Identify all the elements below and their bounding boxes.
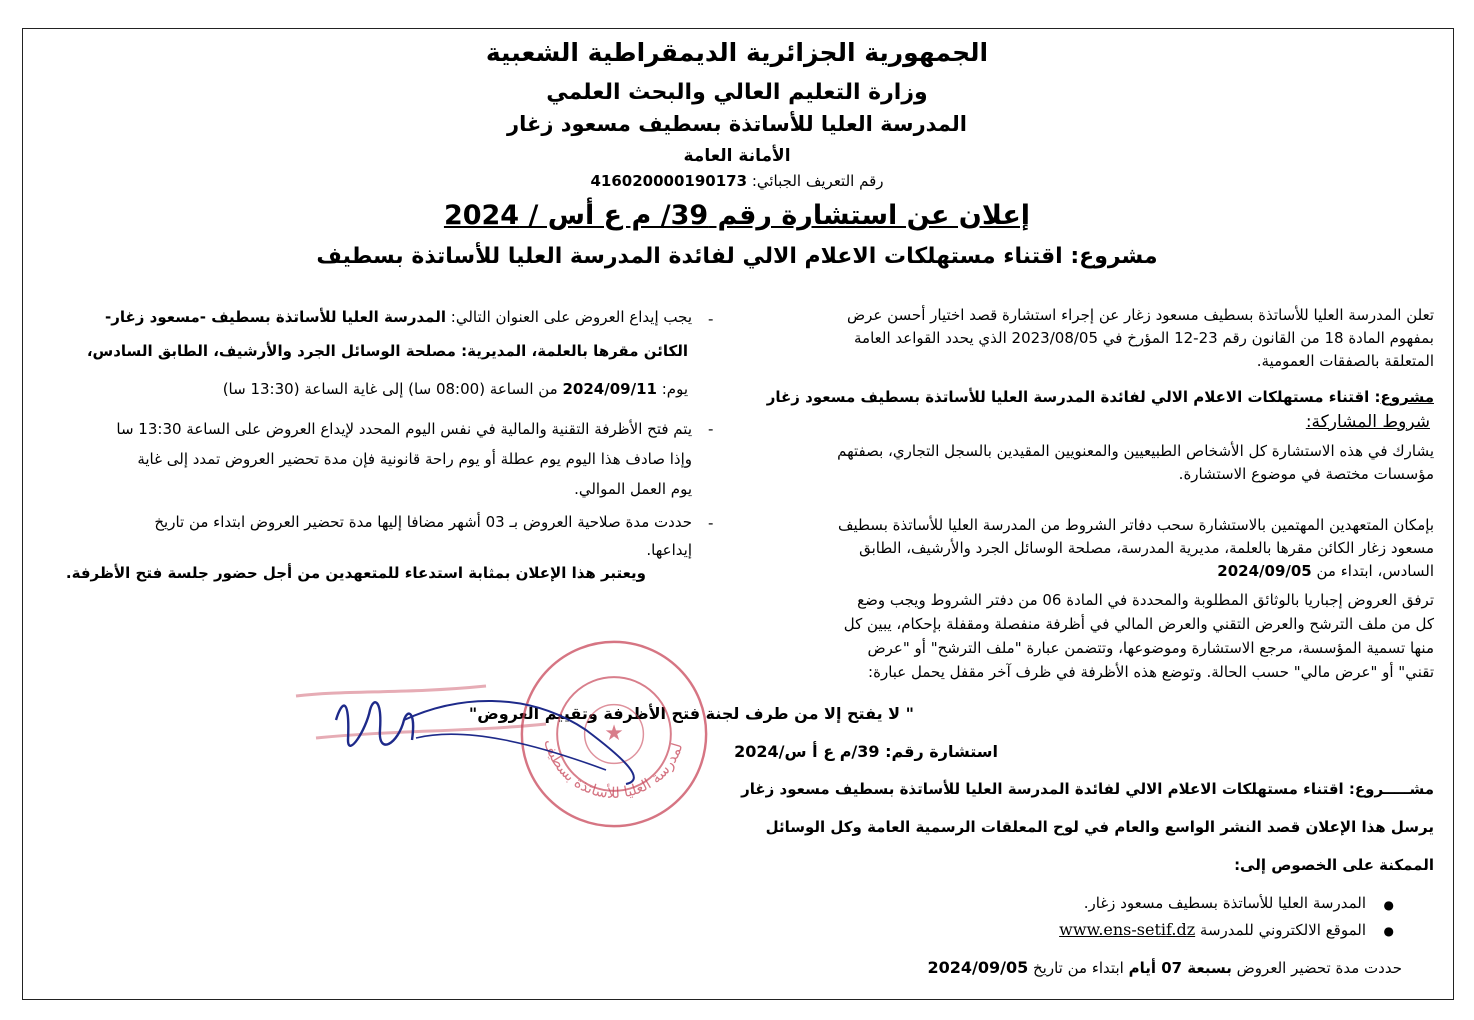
tax-id-label: رقم التعريف الجبائي: — [751, 172, 884, 190]
tax-id — [0, 172, 1474, 190]
project-repeat: مشـــــروع: اقتناء مستهلكات الاعلام الالي لفائدة المدرسة العليا للأساتذة بسطيف مسعود زغار — [741, 780, 1434, 798]
validity-line: حددت مدة صلاحية العروض بـ 03 أشهر مضافا إليها مدة تحضير العروض ابتداء من تاريخ — [154, 513, 692, 531]
list-item — [1059, 920, 1366, 939]
header-republic: الجمهورية الجزائرية الديمقراطية الشعبية — [485, 38, 989, 67]
list-item: المدرسة العليا للأساتذة بسطيف مسعود زغار. — [1083, 894, 1366, 912]
opening-line: وإذا صادف هذا اليوم يوم عطلة أو يوم راحة قانونية فإن مدة تحضير العروض تمدد إلى غاية — [137, 450, 692, 468]
signature-strokes — [286, 660, 666, 790]
attach-paragraph — [740, 588, 1434, 684]
attach-line: ترفق العروض إجباريا بالوثائق المطلوبة والمحددة في المادة 06 من دفتر الشروط ويجب وضع — [857, 591, 1434, 609]
participation-paragraph — [740, 440, 1434, 486]
intro-line: تعلن المدرسة العليا للأساتذة بسطيف مسعود زغار عن إجراء استشارة قصد اختيار أحسن عرض — [847, 306, 1434, 324]
project-text: : اقتناء مستهلكات الاعلام الالي لفائدة المدرسة العليا للأساتذة بسطيف مسعود زغار — [766, 388, 1381, 406]
withdraw-date: 2024/09/05 — [1217, 562, 1312, 580]
envelope-quote: " لا يفتح إلا من طرف لجنة فتح الأظرفة وتقييم العروض" — [468, 704, 914, 723]
announcement-title: إعلان عن استشارة رقم 39/ م ع أس / 2024 — [443, 200, 1031, 231]
signature — [286, 660, 666, 790]
bullet-icon: ● — [1383, 924, 1394, 938]
attach-line: كل من ملف الترشح والعرض التقني والعرض المالي في أظرفة منفصلة ومقفلة بإحكام، يبين كل — [843, 615, 1434, 633]
website-link[interactable]: www.ens-setif.dz — [1059, 920, 1196, 939]
project-line: مشروع: اقتناء مستهلكات الاعلام الالي لفائدة المدرسة العليا للأساتذة بسطيف — [316, 244, 1158, 269]
withdraw-line: السادس، ابتداء من 2024/09/05 — [1217, 562, 1434, 580]
dash-marker: - — [708, 310, 714, 328]
opening-line: يوم العمل الموالي. — [574, 480, 692, 498]
header-secretariat: الأمانة العامة — [683, 146, 791, 166]
possible-line: الممكنة على الخصوص إلى: — [1234, 856, 1434, 874]
opening-paragraph — [52, 414, 692, 504]
tax-id-value: 416020000190173 — [590, 172, 748, 190]
attach-line: تقني" أو "عرض مالي" حسب الحالة. وتوضع هذه الأظرفة في ظرف آخر مقفل يحمل عبارة: — [868, 663, 1434, 681]
project-ref — [767, 388, 1434, 406]
attach-line: منها تسمية المؤسسة، مرجع الاستشارة وموضوعها، وتتضمن عبارة "ملف الترشح" أو "عرض — [867, 639, 1434, 657]
withdraw-line: مسعود زغار الكائن مقرها بالعلمة، مديرية المدرسة، مصلحة الوسائل الجرد والأرشيف، الطابق — [859, 539, 1434, 557]
intro-paragraph — [740, 304, 1434, 373]
participation-line: يشارك في هذه الاستشارة كل الأشخاص الطبيعيين والمعنويين المقيدين بالسجل التجاري، بصفتهم — [837, 442, 1434, 460]
opening-line: يتم فتح الأظرفة التقنية والمالية في نفس اليوم المحدد لإيداع العروض على الساعة 13:30 سا — [116, 420, 692, 438]
withdraw-line: بإمكان المتعهدين المهتمين بالاستشارة سحب دفاتر الشروط من المدرسة العليا للأساتذة بسطيف — [837, 516, 1434, 534]
website-label: الموقع الالكتروني للمدرسة — [1199, 921, 1366, 939]
dash-marker: - — [708, 514, 714, 532]
stamp-text: لمدرسة العليا للأساتذة بسطيف — [540, 737, 687, 802]
publish-line: يرسل هذا الإعلان قصد النشر الواسع والعام في لوح المعلقات الرسمية العامة وكل الوسائل — [765, 818, 1434, 836]
withdraw-paragraph — [740, 514, 1434, 583]
intro-line: بمفهوم المادة 18 من القانون رقم 23-12 المؤرخ في 2023/08/05 الذي يحدد القواعد العامة — [854, 329, 1434, 347]
header-school: المدرسة العليا للأساتذة بسطيف مسعود زغار — [507, 112, 967, 136]
deposit-day: يوم: 2024/09/11 من الساعة (08:00 سا) إلى غاية الساعة (13:30 سا) — [222, 380, 688, 398]
deposit-item: يجب إيداع العروض على العنوان التالي: المدرسة العليا للأساتذة بسطيف -مسعود زغار- — [105, 308, 692, 326]
project-label: مشروع — [1380, 388, 1434, 406]
participation-line: مؤسسات مختصة في موضوع الاستشارة. — [1178, 465, 1434, 483]
validity-line: إيداعها. — [646, 541, 692, 559]
header-ministry: وزارة التعليم العالي والبحث العلمي — [546, 80, 928, 105]
conditions-heading: شروط المشاركة: — [1305, 412, 1430, 432]
validity-paragraph — [52, 508, 692, 564]
dash-marker: - — [708, 420, 714, 438]
consultation-number: استشارة رقم: 39/م ع أ س/2024 — [734, 742, 998, 761]
intro-line: المتعلقة بالصفقات العمومية. — [1256, 352, 1434, 370]
bullet-icon: ● — [1383, 898, 1394, 912]
duration-line: حددت مدة تحضير العروض بسبعة 07 أيام ابتداء من تاريخ 2024/09/05 — [927, 958, 1402, 977]
svg-text:★: ★ — [604, 720, 624, 746]
deposit-address: الكائن مقرها بالعلمة، المديرية: مصلحة الوسائل الجرد والأرشيف، الطابق السادس، — [86, 342, 688, 360]
summons-line: ويعتبر هذا الإعلان بمثابة استدعاء للمتعهدين من أجل حضور جلسة فتح الأظرفة. — [65, 564, 646, 582]
